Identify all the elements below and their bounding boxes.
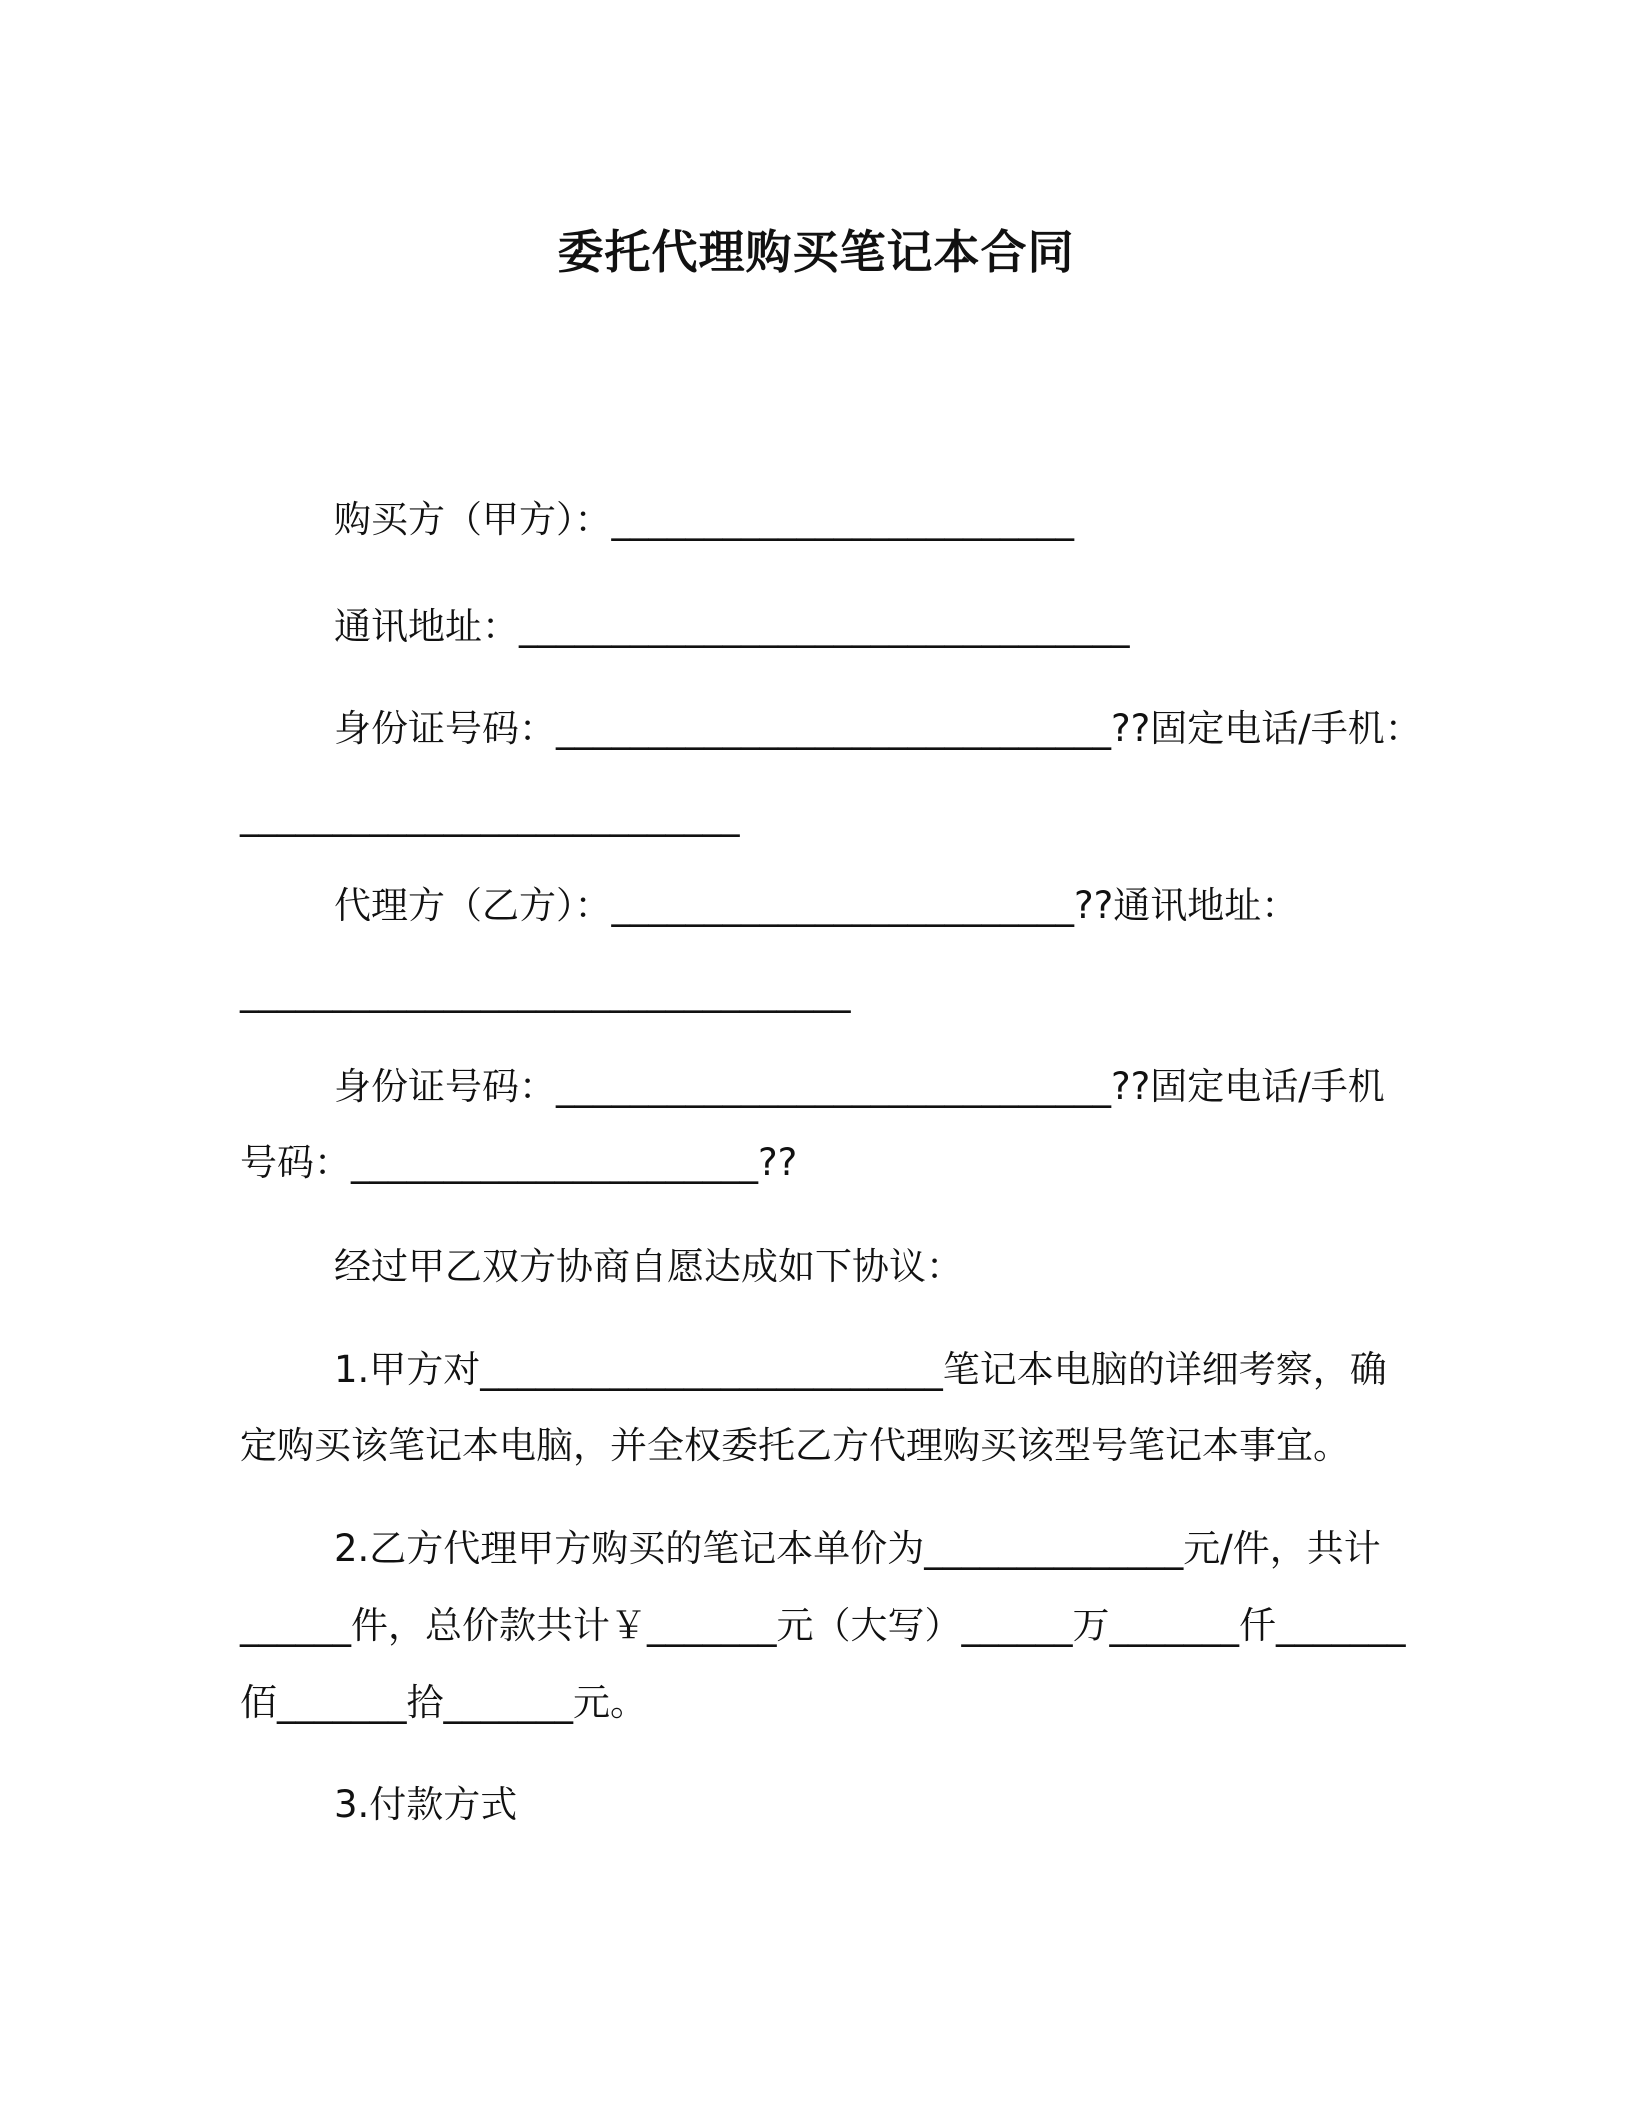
clause-1-line-2: 定购买该笔记本电脑，并全权委托乙方代理购买该型号笔记本事宜。 bbox=[240, 1424, 1350, 1467]
buyer-address-line: 通讯地址：_________________________________ bbox=[334, 605, 1130, 648]
buyer-phone-blank-line: ___________________________ bbox=[240, 794, 740, 837]
clause-1-line-1: 1.甲方对_________________________笔记本电脑的详细考察，确 bbox=[334, 1348, 1387, 1391]
buyer-id-phone-line: 身份证号码：______________________________??固定电话/手机： bbox=[334, 707, 1422, 750]
agreement-intro-line: 经过甲乙双方协商自愿达成如下协议： bbox=[334, 1245, 963, 1288]
agent-phone-number-line: 号码：______________________?? bbox=[240, 1141, 798, 1184]
clause-2-line-1: 2.乙方代理甲方购买的笔记本单价为______________元/件，共计 bbox=[334, 1527, 1381, 1570]
agent-name-address-line: 代理方（乙方）：_________________________??通讯地址： bbox=[334, 884, 1299, 927]
document-title: 委托代理购买笔记本合同 bbox=[557, 225, 1075, 279]
clause-3-heading: 3.付款方式 bbox=[334, 1783, 518, 1826]
agent-address-blank-line: _________________________________ bbox=[240, 970, 851, 1013]
clause-2-line-3: 佰_______拾_______元。 bbox=[240, 1681, 647, 1724]
clause-2-line-2: ______件，总价款共计￥_______元（大写）______万_______仟_______ bbox=[240, 1604, 1406, 1647]
agent-id-phone-line: 身份证号码：______________________________??固定电话/手机 bbox=[334, 1065, 1385, 1108]
buyer-name-line: 购买方（甲方）：_________________________ bbox=[334, 498, 1074, 541]
